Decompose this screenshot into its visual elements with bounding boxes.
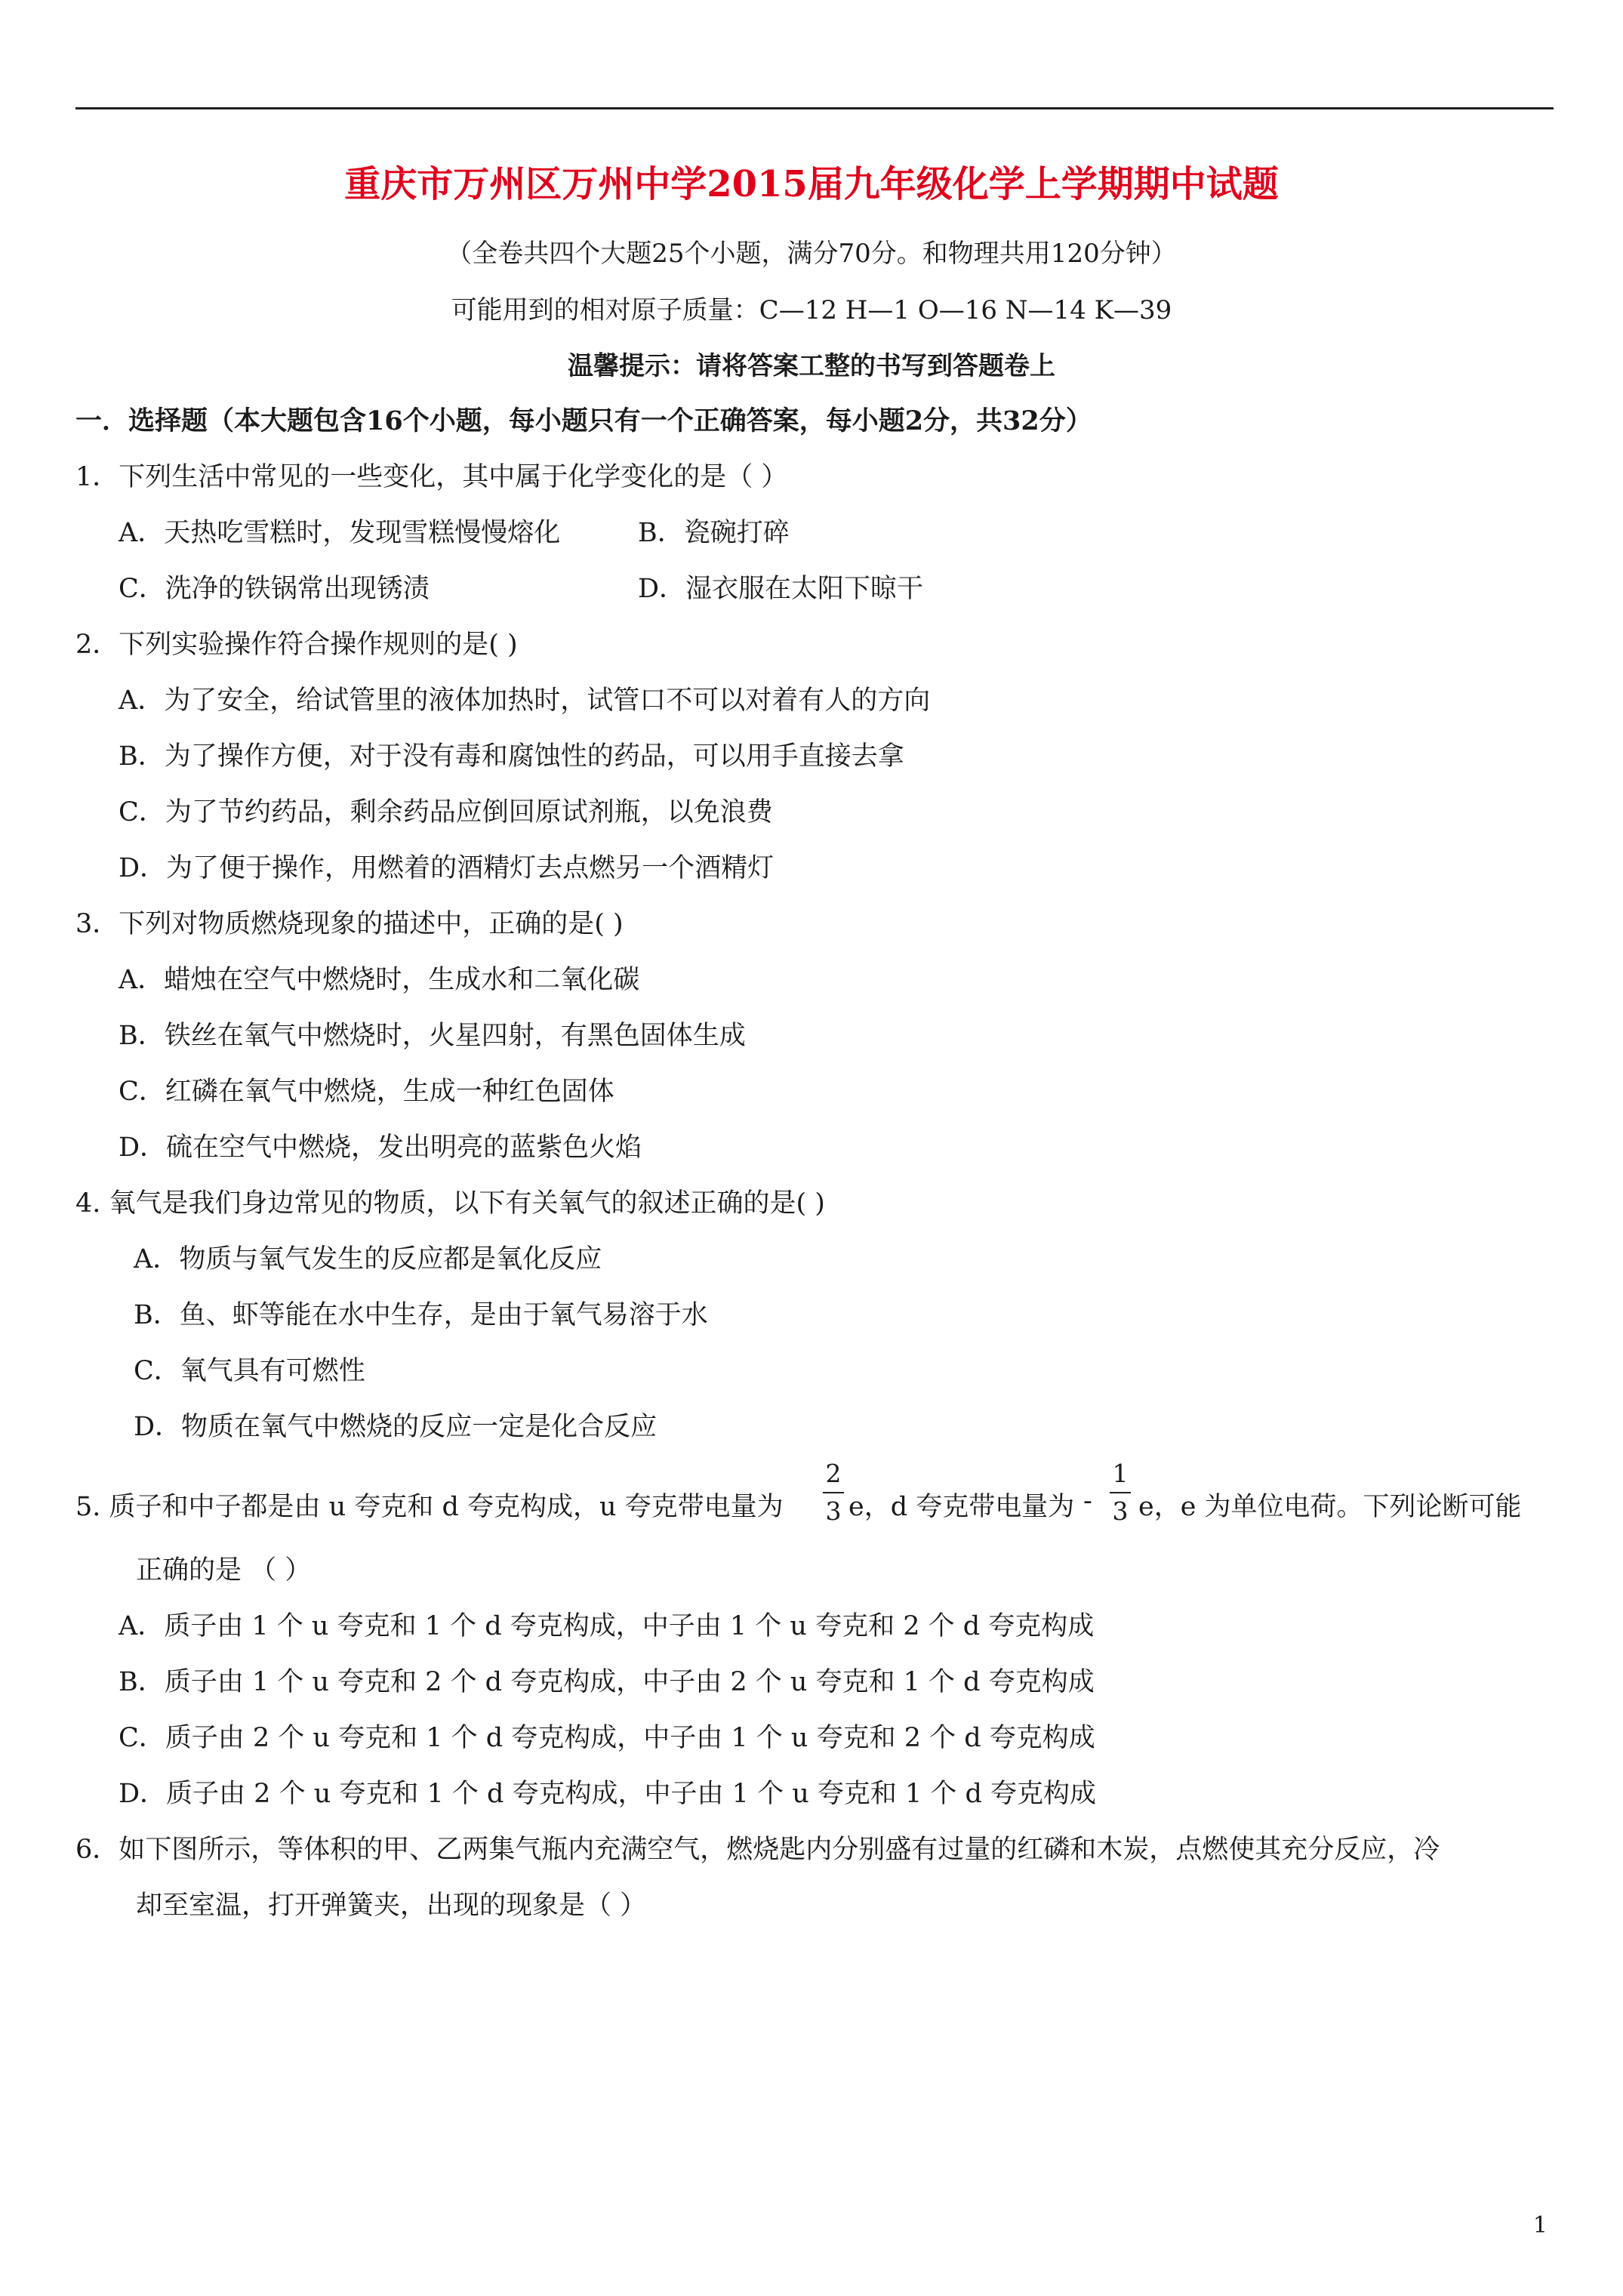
page-title: 重庆市万州区万州中学2015届九年级化学上学期期中试题 [344,163,1279,205]
top-divider [75,107,1554,109]
question-1-option-d: D．湿衣服在太阳下晾干 [638,574,924,604]
question-4-option-c: C．氧气具有可燃性 [134,1356,365,1386]
question-2-stem: 2．下列实验操作符合操作规则的是( ) [75,630,518,660]
question-1-stem: 1．下列生活中常见的一些变化，其中属于化学变化的是（ ） [75,462,788,492]
minus-sign: - [1083,1486,1092,1516]
question-4-stem: 4. 氧气是我们身边常见的物质，以下有关氧气的叙述正确的是( ) [75,1188,825,1219]
fraction-two-thirds [823,1459,844,1527]
fraction-numerator: 1 [1112,1459,1129,1488]
question-1-option-b: B．瓷碗打碎 [638,518,790,548]
question-6-stem: 6．如下图所示，等体积的甲、乙两集气瓶内充满空气，燃烧匙内分别盛有过量的红磷和木炭，点燃使其充分反应，冷 [75,1835,1440,1865]
question-5-stem-line2: 正确的是 （ ） [136,1555,312,1586]
question-5-option-b: B．质子由 1 个 u 夸克和 2 个 d 夸克构成，中子由 2 个 u 夸克和 1 个 d 夸克构成 [119,1667,1095,1697]
fraction-numerator: 2 [825,1459,842,1488]
question-3-option-b: B．铁丝在氧气中燃烧时，火星四射，有黑色固体生成 [119,1021,746,1051]
question-5-stem-part1: 5. 质子和中子都是由 u 夸克和 d 夸克构成，u 夸克带电量为 [75,1492,784,1522]
fraction-bar [823,1492,844,1493]
question-5-option-d: D．质子由 2 个 u 夸克和 1 个 d 夸克构成，中子由 1 个 u 夸克和 1 个 d 夸克构成 [119,1779,1097,1809]
question-5-option-c: C．质子由 2 个 u 夸克和 1 个 d 夸克构成，中子由 1 个 u 夸克和 2 个 d 夸克构成 [119,1723,1095,1753]
fraction-bar [1110,1492,1131,1493]
fraction-one-third [1110,1459,1131,1527]
question-3-option-a: A．蜡烛在空气中燃烧时，生成水和二氧化碳 [119,965,640,995]
exam-info: （全卷共四个大题25个小题，满分70分。和物理共用120分钟） [446,239,1177,269]
question-2-option-c: C．为了节约药品，剩余药品应倒回原试剂瓶，以免浪费 [119,797,773,827]
question-3-option-d: D．硫在空气中燃烧，发出明亮的蓝紫色火焰 [119,1133,642,1163]
question-4-option-d: D．物质在氧气中燃烧的反应一定是化合反应 [134,1412,658,1442]
question-1-option-a: A．天热吃雪糕时，发现雪糕慢慢熔化 [119,518,561,548]
question-4-option-a: A．物质与氧气发生的反应都是氧化反应 [134,1244,602,1274]
question-5-stem-part2: e，d 夸克带电量为 [848,1492,1075,1522]
atomic-masses: 可能用到的相对原子质量：C—12 H—1 O—16 N—14 K—39 [451,295,1172,325]
question-5-stem-part3: e，e 为单位电荷。下列论断可能 [1138,1492,1522,1522]
question-1-option-c: C．洗净的铁锅常出现锈渍 [119,574,430,604]
question-2-option-b: B．为了操作方便，对于没有毒和腐蚀性的药品，可以用手直接去拿 [119,741,904,772]
question-3-option-c: C．红磷在氧气中燃烧，生成一种红色固体 [119,1077,614,1107]
page-number: 1 [1532,2212,1548,2239]
question-4-option-b: B．鱼、虾等能在水中生存，是由于氧气易溶于水 [134,1300,708,1330]
fraction-denominator: 3 [825,1496,842,1526]
tip: 温馨提示：请将答案工整的书写到答题卷上 [568,351,1055,381]
question-3-stem: 3．下列对物质燃烧现象的描述中，正确的是( ) [75,909,624,939]
section-heading: 一．选择题（本大题包含16个小题，每小题只有一个正确答案，每小题2分，共32分） [75,405,1092,436]
question-2-option-d: D．为了便于操作，用燃着的酒精灯去点燃另一个酒精灯 [119,853,775,883]
question-6-stem-line2: 却至室温，打开弹簧夹，出现的现象是（ ） [136,1891,647,1921]
fraction-denominator: 3 [1112,1496,1129,1526]
question-2-option-a: A．为了安全，给试管里的液体加热时，试管口不可以对着有人的方向 [119,686,931,716]
question-5-option-a: A．质子由 1 个 u 夸克和 1 个 d 夸克构成，中子由 1 个 u 夸克和 2 个 d 夸克构成 [119,1611,1095,1641]
